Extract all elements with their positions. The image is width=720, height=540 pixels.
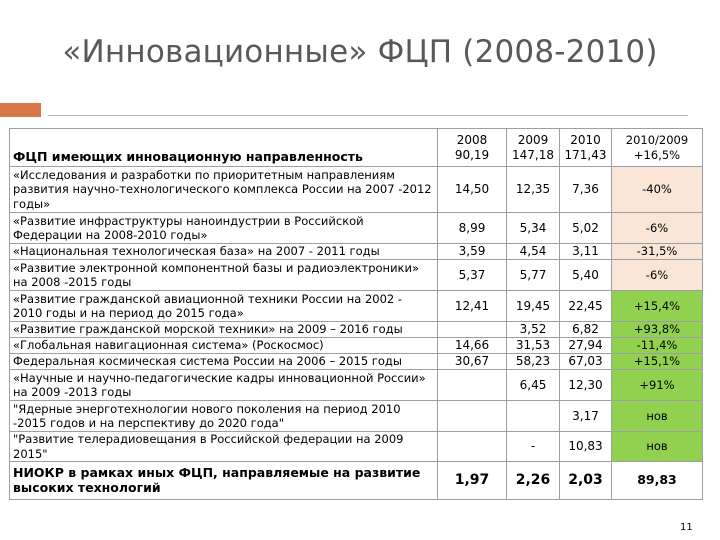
row-ratio: -6%: [612, 260, 703, 291]
footer-2010: 2,03: [560, 462, 612, 500]
table-footer-row: [10, 462, 703, 500]
row-2010: 5,02: [560, 213, 612, 244]
table-row: [10, 291, 703, 322]
row-2010: 6,82: [560, 322, 612, 338]
row-2009: 12,35: [507, 167, 560, 213]
row-2009: 31,53: [507, 338, 560, 354]
row-2008: 12,41: [438, 291, 507, 322]
row-2008: 5,37: [438, 260, 507, 291]
row-2008: 8,99: [438, 213, 507, 244]
row-name: «Развитие гражданской морской техники» на 2009 – 2016 годы: [10, 322, 438, 338]
row-2010: 12,30: [560, 370, 612, 401]
header-label: ФЦП имеющих инновационную направленность: [10, 129, 438, 167]
row-2009: 5,77: [507, 260, 560, 291]
row-2008: [438, 370, 507, 401]
header-2009: 2009 147,18: [507, 129, 560, 167]
row-ratio: нов: [612, 401, 703, 432]
row-2010: 67,03: [560, 354, 612, 370]
row-2009: 19,45: [507, 291, 560, 322]
row-2010: 3,11: [560, 244, 612, 260]
title-accent-block: [0, 103, 41, 117]
footer-row-name: НИОКР в рамках иных ФЦП, направляемые на развитие высоких технологий: [10, 462, 438, 500]
row-ratio: +91%: [612, 370, 703, 401]
row-2008: 14,50: [438, 167, 507, 213]
row-name: «Развитие электронной компонентной базы и радиоэлектроники» на 2008 -2015 годы: [10, 260, 438, 291]
table-row: [10, 213, 703, 244]
table-row: [10, 432, 703, 462]
row-2010: 22,45: [560, 291, 612, 322]
header-2008: 2008 90,19: [438, 129, 507, 167]
row-ratio: -11,4%: [612, 338, 703, 354]
table-row: [10, 370, 703, 401]
table-row: [10, 401, 703, 432]
table-row: [10, 338, 703, 354]
row-name: "Развитие телерадиовещания в Российской федерации на 2009 2015": [10, 432, 438, 462]
title-divider: [48, 115, 688, 116]
slide-title: «Инновационные» ФЦП (2008-2010): [62, 34, 658, 70]
row-2010: 7,36: [560, 167, 612, 213]
row-2009: 6,45: [507, 370, 560, 401]
row-2008: 30,67: [438, 354, 507, 370]
row-ratio: -6%: [612, 213, 703, 244]
row-name: «Развитие инфраструктуры наноиндустрии в Российской Федерации на 2008-2010 годы»: [10, 213, 438, 244]
row-name: «Глобальная навигационная система» (Роскосмос): [10, 338, 438, 354]
row-2010: 27,94: [560, 338, 612, 354]
row-name: «Развитие гражданской авиационной техники России на 2002 - 2010 годы и на период до 2015 года»: [10, 291, 438, 322]
fcp-table: [9, 128, 703, 500]
row-name: "Ядерные энерготехнологии нового поколения на период 2010 -2015 годов и на перспективу до 2020 года": [10, 401, 438, 432]
page-number: 11: [680, 522, 693, 533]
row-2010: 5,40: [560, 260, 612, 291]
row-name: Федеральная космическая система России на 2006 – 2015 годы: [10, 354, 438, 370]
row-2009: [507, 401, 560, 432]
table-row: [10, 167, 703, 213]
row-ratio: +15,1%: [612, 354, 703, 370]
row-2008: [438, 432, 507, 462]
fcp-table-wrapper: [9, 128, 702, 500]
row-2008: 14,66: [438, 338, 507, 354]
row-name: «Исследования и разработки по приоритетным направлениям развития научно-технологического комплекса России на 2007 -2012 годы»: [10, 167, 438, 213]
row-ratio: +93,8%: [612, 322, 703, 338]
row-2009: 3,52: [507, 322, 560, 338]
row-ratio: -31,5%: [612, 244, 703, 260]
row-2009: 4,54: [507, 244, 560, 260]
table-row: [10, 354, 703, 370]
row-2009: -: [507, 432, 560, 462]
row-name: «Научные и научно-педагогические кадры инновационной России» на 2009 -2013 годы: [10, 370, 438, 401]
row-2010: 3,17: [560, 401, 612, 432]
row-2010: 10,83: [560, 432, 612, 462]
row-2009: 5,34: [507, 213, 560, 244]
row-2008: [438, 322, 507, 338]
row-ratio: нов: [612, 432, 703, 462]
row-ratio: -40%: [612, 167, 703, 213]
row-name: «Национальная технологическая база» на 2007 - 2011 годы: [10, 244, 438, 260]
table-row: [10, 244, 703, 260]
row-2009: 58,23: [507, 354, 560, 370]
footer-2009: 2,26: [507, 462, 560, 500]
table-header-row: [10, 129, 703, 167]
row-ratio: +15,4%: [612, 291, 703, 322]
row-2008: [438, 401, 507, 432]
footer-2008: 1,97: [438, 462, 507, 500]
header-2010: 2010 171,43: [560, 129, 612, 167]
header-ratio: 2010/2009 +16,5%: [612, 129, 703, 167]
footer-ratio: 89,83: [612, 462, 703, 500]
table-row: [10, 260, 703, 291]
table-row: [10, 322, 703, 338]
row-2008: 3,59: [438, 244, 507, 260]
